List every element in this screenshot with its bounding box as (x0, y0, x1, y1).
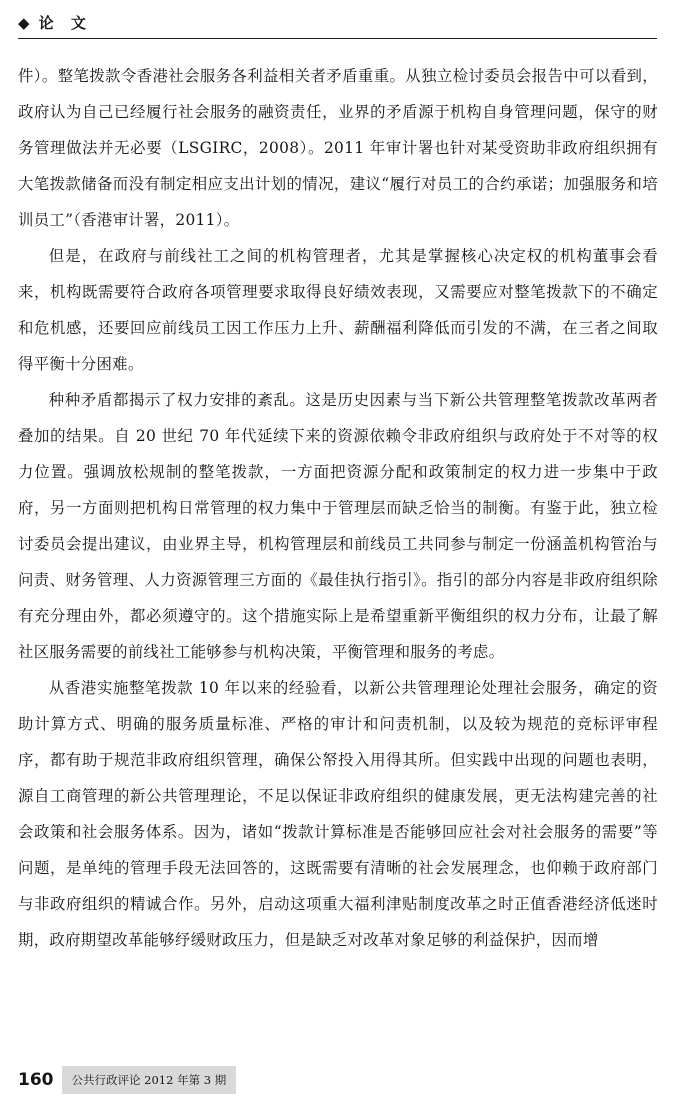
paragraph-1: 件）。整笔拨款令香港社会服务各利益相关者矛盾重重。从独立检讨委员会报告中可以看到，政府认为自己已经履行社会服务的融资责任，业界的矛盾源于机构自身管理问题，保守的财务管理做法并无必要（LSGIRC，2008）。2011 年审计署也针对某受资助非政府组织拥有大笔拨款储备而没有制定相应支出计划的情况，建议“履行对员工的合约承诺；加强服务和培训员工”（香港审计署，2011）。 (18, 67, 658, 229)
running-header (18, 10, 92, 36)
diamond-icon: ◆ (18, 14, 30, 32)
paragraph-4: 从香港实施整笔拨款 10 年以来的经验看，以新公共管理理论处理社会服务，确定的资助计算方式、明确的服务质量标准、严格的审计和问责机制，以及较为规范的竞标评审程序，都有助于规范非政府组织管理，确保公帑投入用得其所。但实践中出现的问题也表明，源自工商管理的新公共管理理论，不足以保证非政府组织的健康发展，更无法构建完善的社会政策和社会服务体系。因为，诸如“拨款计算标准是否能够回应社会对社会服务的需要”等问题，是单纯的管理手段无法回答的，这既需要有清晰的社会发展理念，也仰赖于政府部门与非政府组织的精诚合作。另外，启动这项重大福利津贴制度改革之时正值香港经济低迷时期，政府期望改革能够纾缓财政压力，但是缺乏对改革对象足够的利益保护，因而增 (18, 679, 658, 949)
journal-name: 公共行政评论 2012 年第 3 期 (62, 1066, 237, 1094)
article-body (18, 58, 658, 958)
page-number: 160 (18, 1070, 54, 1090)
section-title: 论 文 (38, 14, 92, 32)
paragraph-2: 但是，在政府与前线社工之间的机构管理者，尤其是掌握核心决定权的机构董事会看来，机构既需要符合政府各项管理要求取得良好绩效表现，又需要应对整笔拨款下的不确定和危机感，还要回应前线员工因工作压力上升、薪酬福利降低而引发的不满，在三者之间取得平衡十分困难。 (18, 247, 658, 373)
page-footer (18, 1064, 236, 1096)
paragraph-3: 种种矛盾都揭示了权力安排的紊乱。这是历史因素与当下新公共管理整笔拨款改革两者叠加的结果。自 20 世纪 70 年代延续下来的资源依赖令非政府组织与政府处于不对等的权力位置。强调放松规制的整笔拨款，一方面把资源分配和政策制定的权力进一步集中于政府，另一方面则把机构日常管理的权力集中于管理层而缺乏恰当的制衡。有鉴于此，独立检讨委员会提出建议，由业界主导，机构管理层和前线员工共同参与制定一份涵盖机构管治与问责、财务管理、人力资源管理三方面的《最佳执行指引》。指引的部分内容是非政府组织除有充分理由外，都必须遵守的。这个措施实际上是希望重新平衡组织的权力分布，让最了解社区服务需要的前线社工能够参与机构决策，平衡管理和服务的考虑。 (18, 391, 658, 661)
header-divider (18, 38, 657, 39)
